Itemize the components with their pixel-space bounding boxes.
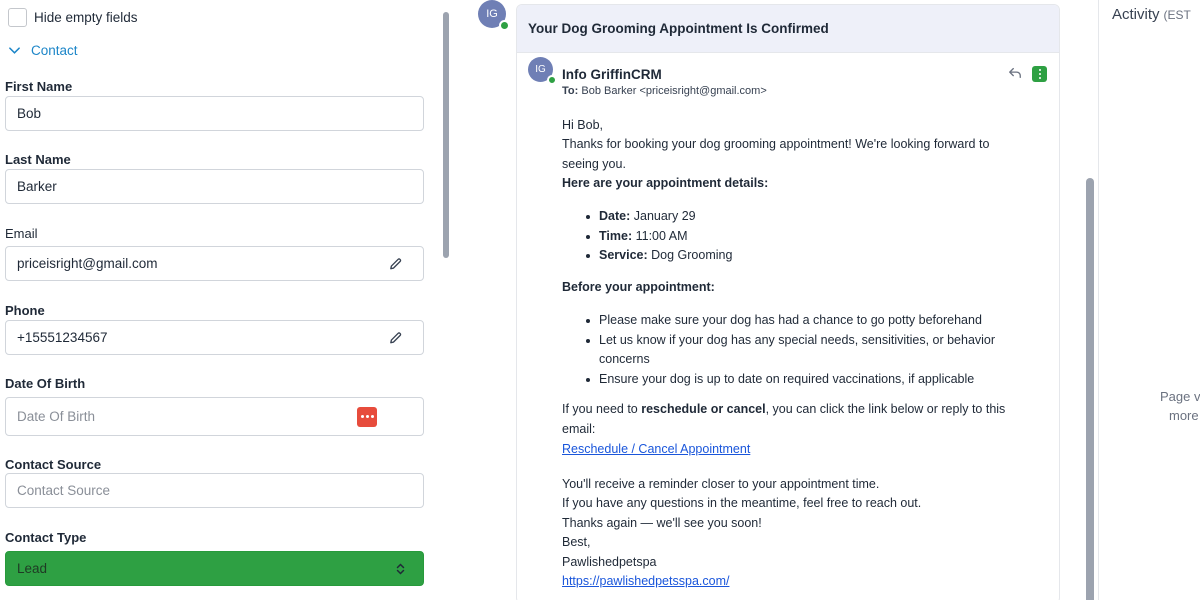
list-item (584, 246, 1024, 266)
contact-source-label: Contact Source (5, 457, 102, 472)
chevron-down-icon (8, 44, 21, 57)
list-item: Please make sure your dog has had a chance to go potty beforehand (584, 311, 1024, 331)
contact-source-field[interactable] (5, 473, 424, 508)
reschedule-pre: If you need to (562, 402, 642, 416)
dob-label: Date Of Birth (5, 376, 86, 391)
details-heading-text: Here are your appointment details: (562, 176, 769, 190)
email-label: Email (5, 226, 38, 241)
website-link[interactable]: https://pawlishedpetsspa.com/ (562, 574, 730, 588)
reschedule-line (562, 400, 1005, 420)
before-heading-text: Before your appointment: (562, 280, 715, 294)
email-subject: Your Dog Grooming Appointment Is Confirmed (517, 5, 1059, 53)
contact-type-value: Lead (17, 561, 48, 576)
recipient-line (562, 85, 767, 97)
first-name-field[interactable] (5, 96, 424, 131)
before-heading (562, 278, 715, 298)
email-badge-icon (499, 20, 510, 31)
email-edit-button[interactable] (388, 256, 403, 271)
sender-avatar-initials: IG (535, 64, 546, 75)
list-item (584, 227, 1024, 247)
to-value: Bob Barker <priceisright@gmail.com> (581, 85, 767, 97)
activity-title-text: Activity (1112, 6, 1160, 23)
hide-empty-fields-toggle[interactable] (8, 8, 138, 27)
intro-line-2: seeing you. (562, 157, 626, 171)
section-label: Contact (31, 43, 78, 58)
last-name-label: Last Name (5, 152, 71, 167)
activity-timezone: (EST (1163, 8, 1191, 22)
phone-field[interactable] (5, 320, 424, 355)
panel-divider (1098, 0, 1099, 600)
to-prefix: To: (562, 85, 579, 97)
reply-icon[interactable] (1008, 66, 1022, 80)
closing-line: Best, (562, 535, 591, 549)
contact-source-placeholder: Contact Source (17, 483, 111, 498)
details-heading (562, 174, 768, 194)
reschedule-post: , you can click the link below or reply to this (765, 402, 1006, 416)
contact-panel (0, 0, 440, 600)
calendar-icon (357, 407, 377, 427)
detail-key: Service: (599, 248, 648, 262)
contact-type-select[interactable] (5, 551, 424, 586)
list-item: Ensure your dog is up to date on required vaccinations, if applicable (584, 370, 1024, 390)
more-vertical-icon[interactable] (1032, 66, 1047, 82)
sender-name: Info GriffinCRM (562, 67, 662, 82)
list-item-text-cont: concerns (599, 352, 650, 366)
activity-note-line-2: more (1169, 408, 1199, 423)
detail-key: Time: (599, 228, 633, 243)
email-badge-icon (547, 75, 557, 85)
first-name-label: First Name (5, 79, 73, 94)
before-list (584, 311, 1024, 389)
dob-placeholder: Date Of Birth (17, 409, 96, 424)
avatar (478, 0, 506, 28)
signature: Pawlishedpetspa (562, 555, 657, 569)
reschedule-line-2: email: (562, 422, 596, 436)
list-item (584, 207, 1024, 227)
contact-section-toggle[interactable] (8, 43, 78, 58)
greeting: Hi Bob, (562, 118, 603, 132)
details-list (584, 207, 1024, 266)
activity-title (1112, 6, 1191, 23)
hide-empty-checkbox[interactable] (8, 8, 27, 27)
email-field[interactable] (5, 246, 424, 281)
contact-type-label: Contact Type (5, 530, 87, 545)
reschedule-bold: reschedule or cancel (641, 402, 766, 416)
left-scrollbar[interactable] (443, 12, 449, 258)
dob-field[interactable] (5, 397, 424, 436)
list-item-text: Let us know if your dog has any special needs, sensitivities, or behavior (599, 332, 996, 347)
reschedule-link[interactable]: Reschedule / Cancel Appointment (562, 442, 751, 456)
phone-label: Phone (5, 303, 45, 318)
detail-value: January 29 (633, 209, 696, 223)
email-value: priceisright@gmail.com (17, 256, 158, 271)
phone-edit-button[interactable] (388, 330, 403, 345)
closing-line: If you have any questions in the meantime, feel free to reach out. (562, 496, 922, 510)
closing-line: You'll receive a reminder closer to your appointment time. (562, 477, 880, 491)
sender-avatar (528, 57, 553, 82)
detail-value: 11:00 AM (635, 228, 688, 243)
activity-note (1160, 387, 1200, 425)
chevron-updown-icon (396, 563, 405, 575)
pencil-icon (388, 256, 403, 271)
closing-line: Thanks again — we'll see you soon! (562, 516, 762, 530)
intro-line-1: Thanks for booking your dog grooming appointment! We're looking forward to (562, 137, 990, 151)
list-item (584, 331, 1024, 370)
phone-value: +15551234567 (17, 330, 108, 345)
detail-key: Date: (599, 209, 631, 223)
avatar-initials: IG (486, 8, 498, 20)
hide-empty-label: Hide empty fields (34, 10, 138, 25)
detail-value: Dog Grooming (651, 248, 733, 262)
first-name-value: Bob (17, 106, 42, 121)
dob-calendar-button[interactable] (357, 407, 377, 427)
pencil-icon (388, 330, 403, 345)
last-name-field[interactable] (5, 169, 424, 204)
email-scrollbar[interactable] (1086, 178, 1094, 600)
activity-note-line-1: Page v (1160, 389, 1200, 404)
last-name-value: Barker (17, 179, 57, 194)
